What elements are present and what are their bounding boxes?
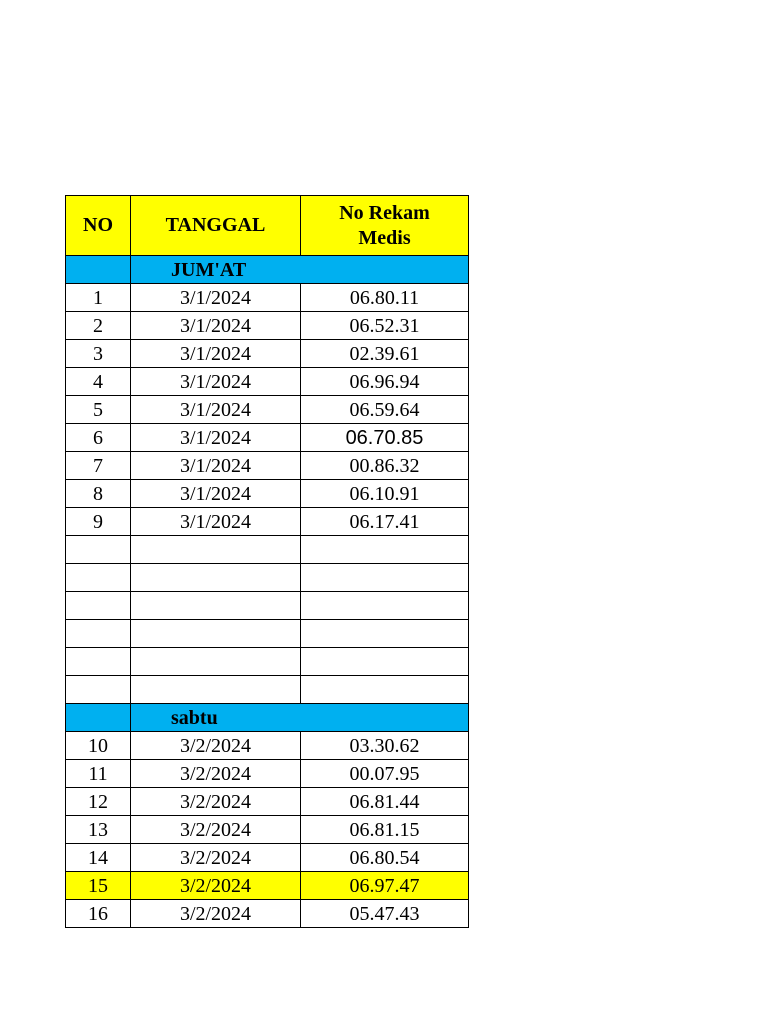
header-rekam-line1: No Rekam xyxy=(339,201,430,224)
cell-rekam-medis: 02.39.61 xyxy=(301,340,469,368)
cell-no: 5 xyxy=(66,396,131,424)
cell-no: 8 xyxy=(66,480,131,508)
table-row xyxy=(66,284,469,312)
group-row-jumat xyxy=(66,256,469,284)
cell-tanggal: 3/2/2024 xyxy=(131,872,301,900)
cell-tanggal: 3/2/2024 xyxy=(131,788,301,816)
empty-row xyxy=(66,592,469,620)
group-empty-cell xyxy=(66,256,131,284)
cell-rekam-medis: 00.07.95 xyxy=(301,760,469,788)
empty-cell xyxy=(301,620,469,648)
empty-cell xyxy=(66,620,131,648)
table-row-highlighted xyxy=(66,872,469,900)
table-row xyxy=(66,732,469,760)
empty-row xyxy=(66,564,469,592)
cell-rekam-medis: 06.52.31 xyxy=(301,312,469,340)
cell-tanggal: 3/1/2024 xyxy=(131,284,301,312)
cell-tanggal: 3/1/2024 xyxy=(131,508,301,536)
empty-cell xyxy=(66,564,131,592)
empty-cell xyxy=(131,648,301,676)
cell-rekam-medis: 06.81.15 xyxy=(301,816,469,844)
table-row xyxy=(66,844,469,872)
cell-no: 1 xyxy=(66,284,131,312)
empty-cell xyxy=(66,676,131,704)
group-label-sabtu: sabtu xyxy=(131,704,301,732)
cell-tanggal: 3/2/2024 xyxy=(131,732,301,760)
cell-rekam-medis: 06.10.91 xyxy=(301,480,469,508)
cell-rekam-medis: 00.86.32 xyxy=(301,452,469,480)
cell-no: 3 xyxy=(66,340,131,368)
group-empty-cell xyxy=(301,704,469,732)
group-empty-cell xyxy=(66,704,131,732)
cell-no: 9 xyxy=(66,508,131,536)
empty-cell xyxy=(131,536,301,564)
header-rekam-medis xyxy=(301,196,469,256)
table-row xyxy=(66,480,469,508)
table-row xyxy=(66,424,469,452)
table-row xyxy=(66,396,469,424)
table-row xyxy=(66,760,469,788)
cell-no: 6 xyxy=(66,424,131,452)
cell-no: 2 xyxy=(66,312,131,340)
table-row xyxy=(66,340,469,368)
cell-no: 11 xyxy=(66,760,131,788)
cell-rekam-medis: 06.80.11 xyxy=(301,284,469,312)
header-no: NO xyxy=(66,196,131,256)
cell-tanggal: 3/2/2024 xyxy=(131,816,301,844)
patient-table xyxy=(65,195,469,928)
cell-no: 16 xyxy=(66,900,131,928)
cell-rekam-medis: 06.70.85 xyxy=(301,424,469,452)
cell-rekam-medis: 06.97.47 xyxy=(301,872,469,900)
empty-row xyxy=(66,620,469,648)
empty-cell xyxy=(131,564,301,592)
empty-cell xyxy=(301,648,469,676)
cell-rekam-medis: 03.30.62 xyxy=(301,732,469,760)
cell-rekam-medis: 06.59.64 xyxy=(301,396,469,424)
empty-cell xyxy=(301,676,469,704)
cell-no: 7 xyxy=(66,452,131,480)
cell-tanggal: 3/1/2024 xyxy=(131,368,301,396)
empty-cell xyxy=(131,676,301,704)
header-rekam-line2: Medis xyxy=(358,226,411,249)
group-label-jumat: JUM'AT xyxy=(131,256,301,284)
empty-cell xyxy=(66,648,131,676)
table-row xyxy=(66,452,469,480)
empty-row xyxy=(66,536,469,564)
cell-no: 4 xyxy=(66,368,131,396)
empty-cell xyxy=(66,536,131,564)
header-row xyxy=(66,196,469,256)
empty-cell xyxy=(301,564,469,592)
table-row xyxy=(66,312,469,340)
cell-no: 13 xyxy=(66,816,131,844)
empty-cell xyxy=(66,592,131,620)
cell-tanggal: 3/2/2024 xyxy=(131,844,301,872)
header-tanggal: TANGGAL xyxy=(131,196,301,256)
cell-tanggal: 3/1/2024 xyxy=(131,340,301,368)
cell-rekam-medis: 06.80.54 xyxy=(301,844,469,872)
empty-row xyxy=(66,676,469,704)
cell-tanggal: 3/2/2024 xyxy=(131,900,301,928)
table-row xyxy=(66,900,469,928)
cell-tanggal: 3/1/2024 xyxy=(131,480,301,508)
empty-cell xyxy=(301,592,469,620)
table-row xyxy=(66,816,469,844)
table-row xyxy=(66,508,469,536)
group-empty-cell xyxy=(301,256,469,284)
cell-no: 12 xyxy=(66,788,131,816)
cell-rekam-medis: 05.47.43 xyxy=(301,900,469,928)
group-row-sabtu xyxy=(66,704,469,732)
cell-tanggal: 3/1/2024 xyxy=(131,424,301,452)
cell-rekam-medis: 06.17.41 xyxy=(301,508,469,536)
cell-rekam-medis: 06.96.94 xyxy=(301,368,469,396)
empty-cell xyxy=(131,620,301,648)
cell-tanggal: 3/1/2024 xyxy=(131,396,301,424)
empty-row xyxy=(66,648,469,676)
cell-no: 10 xyxy=(66,732,131,760)
cell-no: 14 xyxy=(66,844,131,872)
cell-no: 15 xyxy=(66,872,131,900)
empty-cell xyxy=(131,592,301,620)
cell-tanggal: 3/1/2024 xyxy=(131,452,301,480)
empty-cell xyxy=(301,536,469,564)
table-row xyxy=(66,368,469,396)
cell-rekam-medis: 06.81.44 xyxy=(301,788,469,816)
table-row xyxy=(66,788,469,816)
cell-tanggal: 3/2/2024 xyxy=(131,760,301,788)
cell-tanggal: 3/1/2024 xyxy=(131,312,301,340)
